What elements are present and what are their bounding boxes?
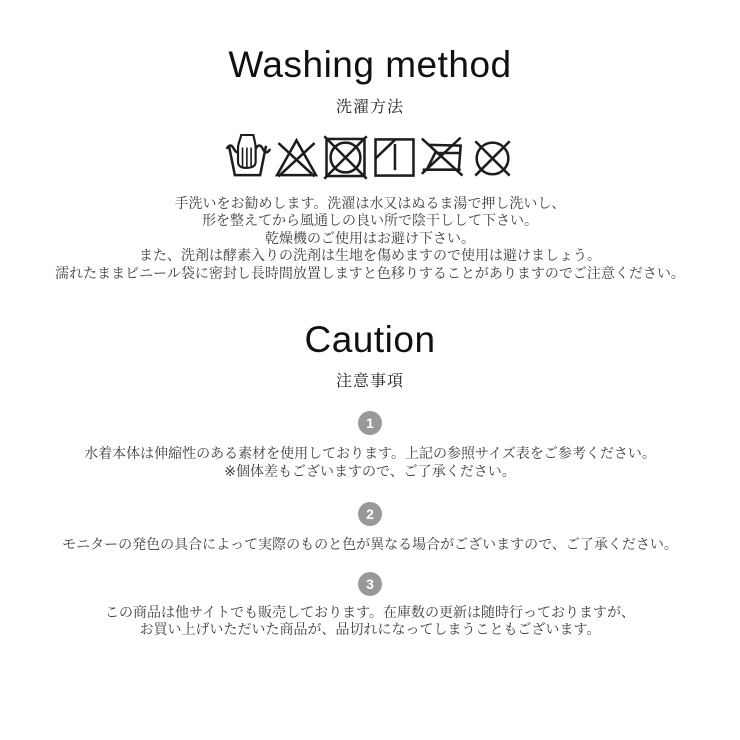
washing-method-subtitle-ja: 洗濯方法 xyxy=(335,98,404,116)
caution-item-1-number-badge: 1 xyxy=(358,411,382,435)
caution-item-2-line: モニターの発色の具合によって実際のものと色が異なる場合がございますので、ご了承ください。 xyxy=(62,536,678,553)
hand-wash-icon xyxy=(224,134,271,181)
washing-method-title: Washing method xyxy=(228,44,512,85)
caution-item-2-text xyxy=(0,536,740,554)
washing-description-line: 濡れたままビニール袋に密封し長時間放置しますと色移りすることがありますのでご注意ください。 xyxy=(55,264,685,281)
caution-item-3-line: お買い上げいただいた商品が、品切れになってしまうこともございます。 xyxy=(139,621,601,638)
washing-description-line: 形を整えてから風通しの良い所で陰干しして下さい。 xyxy=(202,212,538,229)
caution-title: Caution xyxy=(304,318,436,360)
washing-description-line: また、洗剤は酵素入りの洗剤は生地を傷めますので使用は避けましょう。 xyxy=(139,247,601,264)
shade-dry-icon xyxy=(371,134,418,181)
caution-subtitle-ja: 注意事項 xyxy=(335,373,404,391)
caution-item-3-line: この商品は他サイトでも販売しております。在庫数の更新は随時行っておりますが、 xyxy=(105,603,635,620)
caution-item-3-text xyxy=(0,604,740,639)
washing-description-line: 手洗いをお勧めします。洗濯は水又はぬるま湯で押し洗いし、 xyxy=(174,194,566,211)
caution-section xyxy=(0,319,740,640)
do-not-bleach-icon xyxy=(273,134,320,181)
washing-method-section xyxy=(0,44,740,283)
washing-description-line: 乾燥機のご使用はお避け下さい。 xyxy=(265,229,475,246)
laundry-care-icons-row xyxy=(0,132,740,184)
caution-item-1-line: ※個体差もございますので、ご了承ください。 xyxy=(224,462,516,479)
caution-item-3-number-badge: 3 xyxy=(358,572,382,596)
caution-item-1-line: 水着本体は伸縮性のある素材を使用しております。上記の参照サイズ表をご参考ください。 xyxy=(84,445,656,462)
do-not-dry-clean-icon xyxy=(469,134,516,181)
do-not-tumble-dry-icon xyxy=(322,134,369,181)
caution-item-2-number-badge: 2 xyxy=(358,502,382,526)
caution-item-1-text xyxy=(0,445,740,480)
do-not-iron-icon xyxy=(420,134,467,181)
washing-description xyxy=(0,195,740,283)
